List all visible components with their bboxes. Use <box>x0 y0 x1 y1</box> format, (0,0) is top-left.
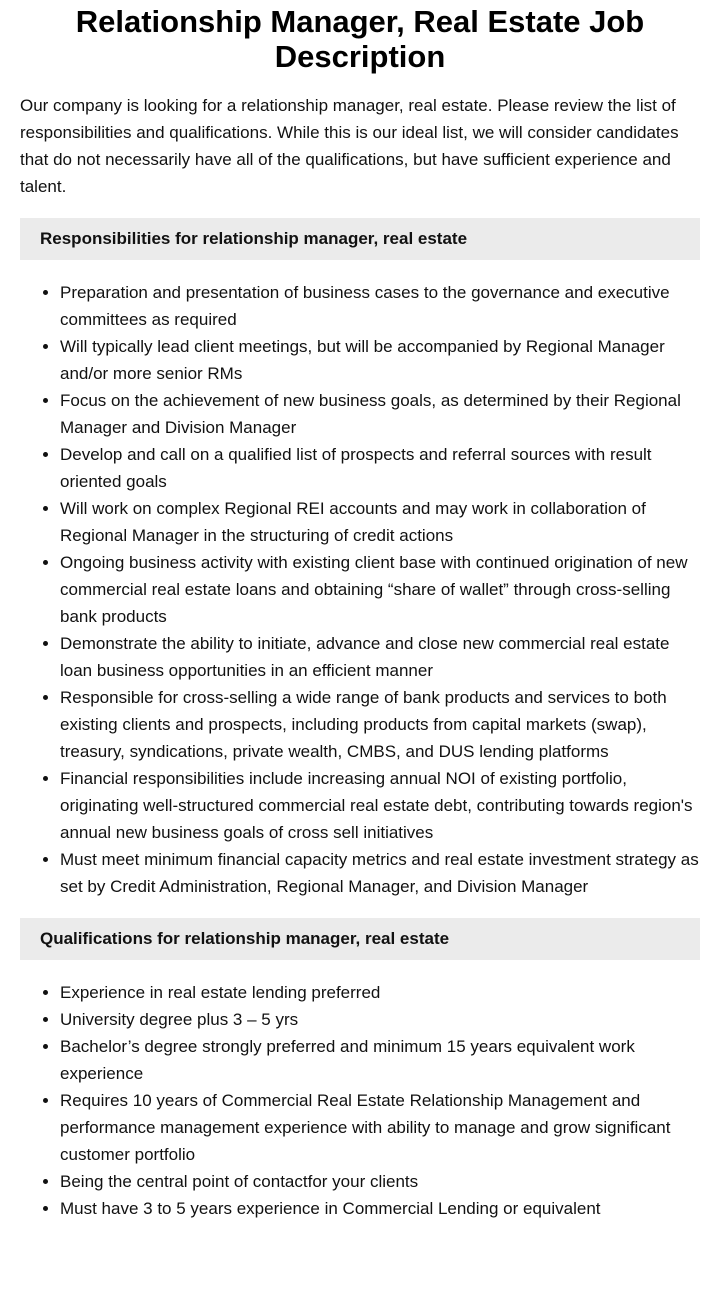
page-title: Relationship Manager, Real Estate Job Description <box>75 4 645 74</box>
qualifications-heading: Qualifications for relationship manager, real estate <box>20 918 700 960</box>
list-item: • Experience in real estate lending preferred <box>60 979 700 1006</box>
list-item: • Bachelor’s degree strongly preferred and minimum 15 years equivalent work experience <box>60 1033 700 1087</box>
intro-paragraph: Our company is looking for a relationship manager, real estate. Please review the list of responsibilities and qualifications. While this is our ideal list, we will consider candidates that do not necessarily have all of the qualifications, but have sufficient experience and talent. <box>20 96 679 196</box>
list-item: • Will work on complex Regional REI accounts and may work in collaboration of Regional Manager in the structuring of credit actions <box>60 495 700 549</box>
list-item: • Focus on the achievement of new business goals, as determined by their Regional Manager and Division Manager <box>60 387 700 441</box>
list-item: • Ongoing business activity with existing client base with continued origination of new commercial real estate loans and obtaining “share of wallet” through cross-selling bank products <box>60 549 700 630</box>
responsibilities-heading: Responsibilities for relationship manager, real estate <box>20 218 700 260</box>
list-item: • Being the central point of contactfor your clients <box>60 1168 700 1195</box>
list-item: • Preparation and presentation of business cases to the governance and executive committees as required <box>60 279 700 333</box>
list-item: • Requires 10 years of Commercial Real Estate Relationship Management and performance management experience with ability to manage and grow significant customer portfolio <box>60 1087 700 1168</box>
list-item: • Demonstrate the ability to initiate, advance and close new commercial real estate loan business opportunities in an efficient manner <box>60 630 700 684</box>
list-item: • Must have 3 to 5 years experience in Commercial Lending or equivalent <box>60 1195 700 1222</box>
qualifications-list <box>20 979 700 1222</box>
list-item: • Develop and call on a qualified list of prospects and referral sources with result oriented goals <box>60 441 700 495</box>
responsibilities-list <box>20 279 700 900</box>
list-item: • University degree plus 3 – 5 yrs <box>60 1006 700 1033</box>
list-item: • Will typically lead client meetings, but will be accompanied by Regional Manager and/or more senior RMs <box>60 333 700 387</box>
list-item: • Responsible for cross-selling a wide range of bank products and services to both existing clients and prospects, including products from capital markets (swap), treasury, syndications, private wealth, CMBS, and DUS lending platforms <box>60 684 700 765</box>
list-item: • Must meet minimum financial capacity metrics and real estate investment strategy as set by Credit Administration, Regional Manager, and Division Manager <box>60 846 700 900</box>
list-item: • Financial responsibilities include increasing annual NOI of existing portfolio, originating well-structured commercial real estate debt, contributing towards region's annual new business goals of cross sell initiatives <box>60 765 700 846</box>
